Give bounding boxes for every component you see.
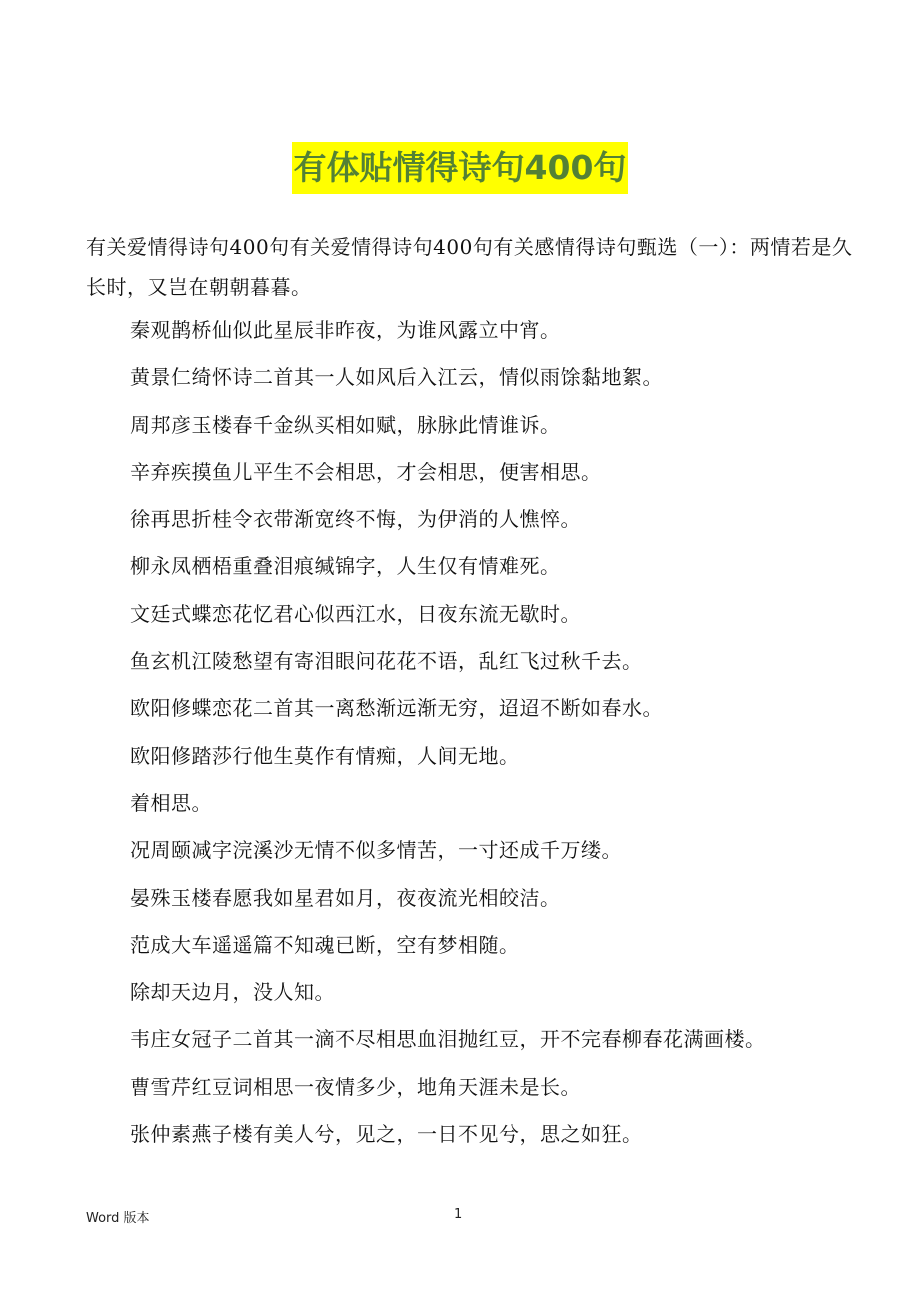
poem-line: 欧阳修蝶恋花二首其一离愁渐远渐无穷，迢迢不断如春水。 — [130, 696, 663, 721]
poem-line: 除却天边月，没人知。 — [130, 980, 335, 1005]
footer-label: Word 版本 — [86, 1211, 150, 1226]
poem-line: 文廷式蝶恋花忆君心似西江水，日夜东流无歇时。 — [130, 601, 581, 626]
document-body — [86, 227, 861, 1158]
poem-line: 范成大车遥遥篇不知魂已断，空有梦相随。 — [130, 932, 520, 957]
poem-line: 周邦彦玉楼春千金纵买相如赋，脉脉此情谁诉。 — [130, 412, 561, 437]
poem-line: 韦庄女冠子二首其一滴不尽相思血泪抛红豆，开不完春柳春花满画楼。 — [130, 1027, 766, 1052]
poem-line: 柳永凤栖梧重叠泪痕缄锦字，人生仅有情难死。 — [130, 554, 561, 579]
document-title: 有体贴情得诗句400句 — [292, 142, 629, 194]
poem-line: 晏殊玉楼春愿我如星君如月，夜夜流光相皎洁。 — [130, 885, 561, 910]
title-block — [0, 142, 920, 194]
page-number: 1 — [454, 1207, 463, 1222]
poem-line: 徐再思折桂令衣带渐宽终不悔，为伊消的人憔悴。 — [130, 507, 581, 532]
poem-line: 鱼玄机江陵愁望有寄泪眼问花花不语，乱红飞过秋千去。 — [130, 649, 643, 674]
poem-line: 着相思。 — [130, 790, 212, 815]
poem-line: 曹雪芹红豆词相思一夜情多少，地角天涯未是长。 — [130, 1074, 581, 1099]
poem-line: 黄景仁绮怀诗二首其一人如风后入江云，情似雨馀黏地絮。 — [130, 365, 663, 390]
poem-line: 欧阳修踏莎行他生莫作有情痴，人间无地。 — [130, 743, 520, 768]
poem-line: 张仲素燕子楼有美人兮，见之，一日不见兮，思之如狂。 — [130, 1122, 643, 1147]
poem-line: 辛弃疾摸鱼儿平生不会相思，才会相思，便害相思。 — [130, 459, 602, 484]
poem-line: 况周颐减字浣溪沙无情不似多情苦，一寸还成千万缕。 — [130, 838, 622, 863]
poem-line: 秦观鹊桥仙似此星辰非昨夜，为谁风露立中宵。 — [130, 318, 561, 342]
intro-paragraph: 有关爱情得诗句400句有关爱情得诗句400句有关感情得诗句甄选（一）：两情若是久长时，又岂在朝朝暮暮。 — [86, 235, 853, 299]
